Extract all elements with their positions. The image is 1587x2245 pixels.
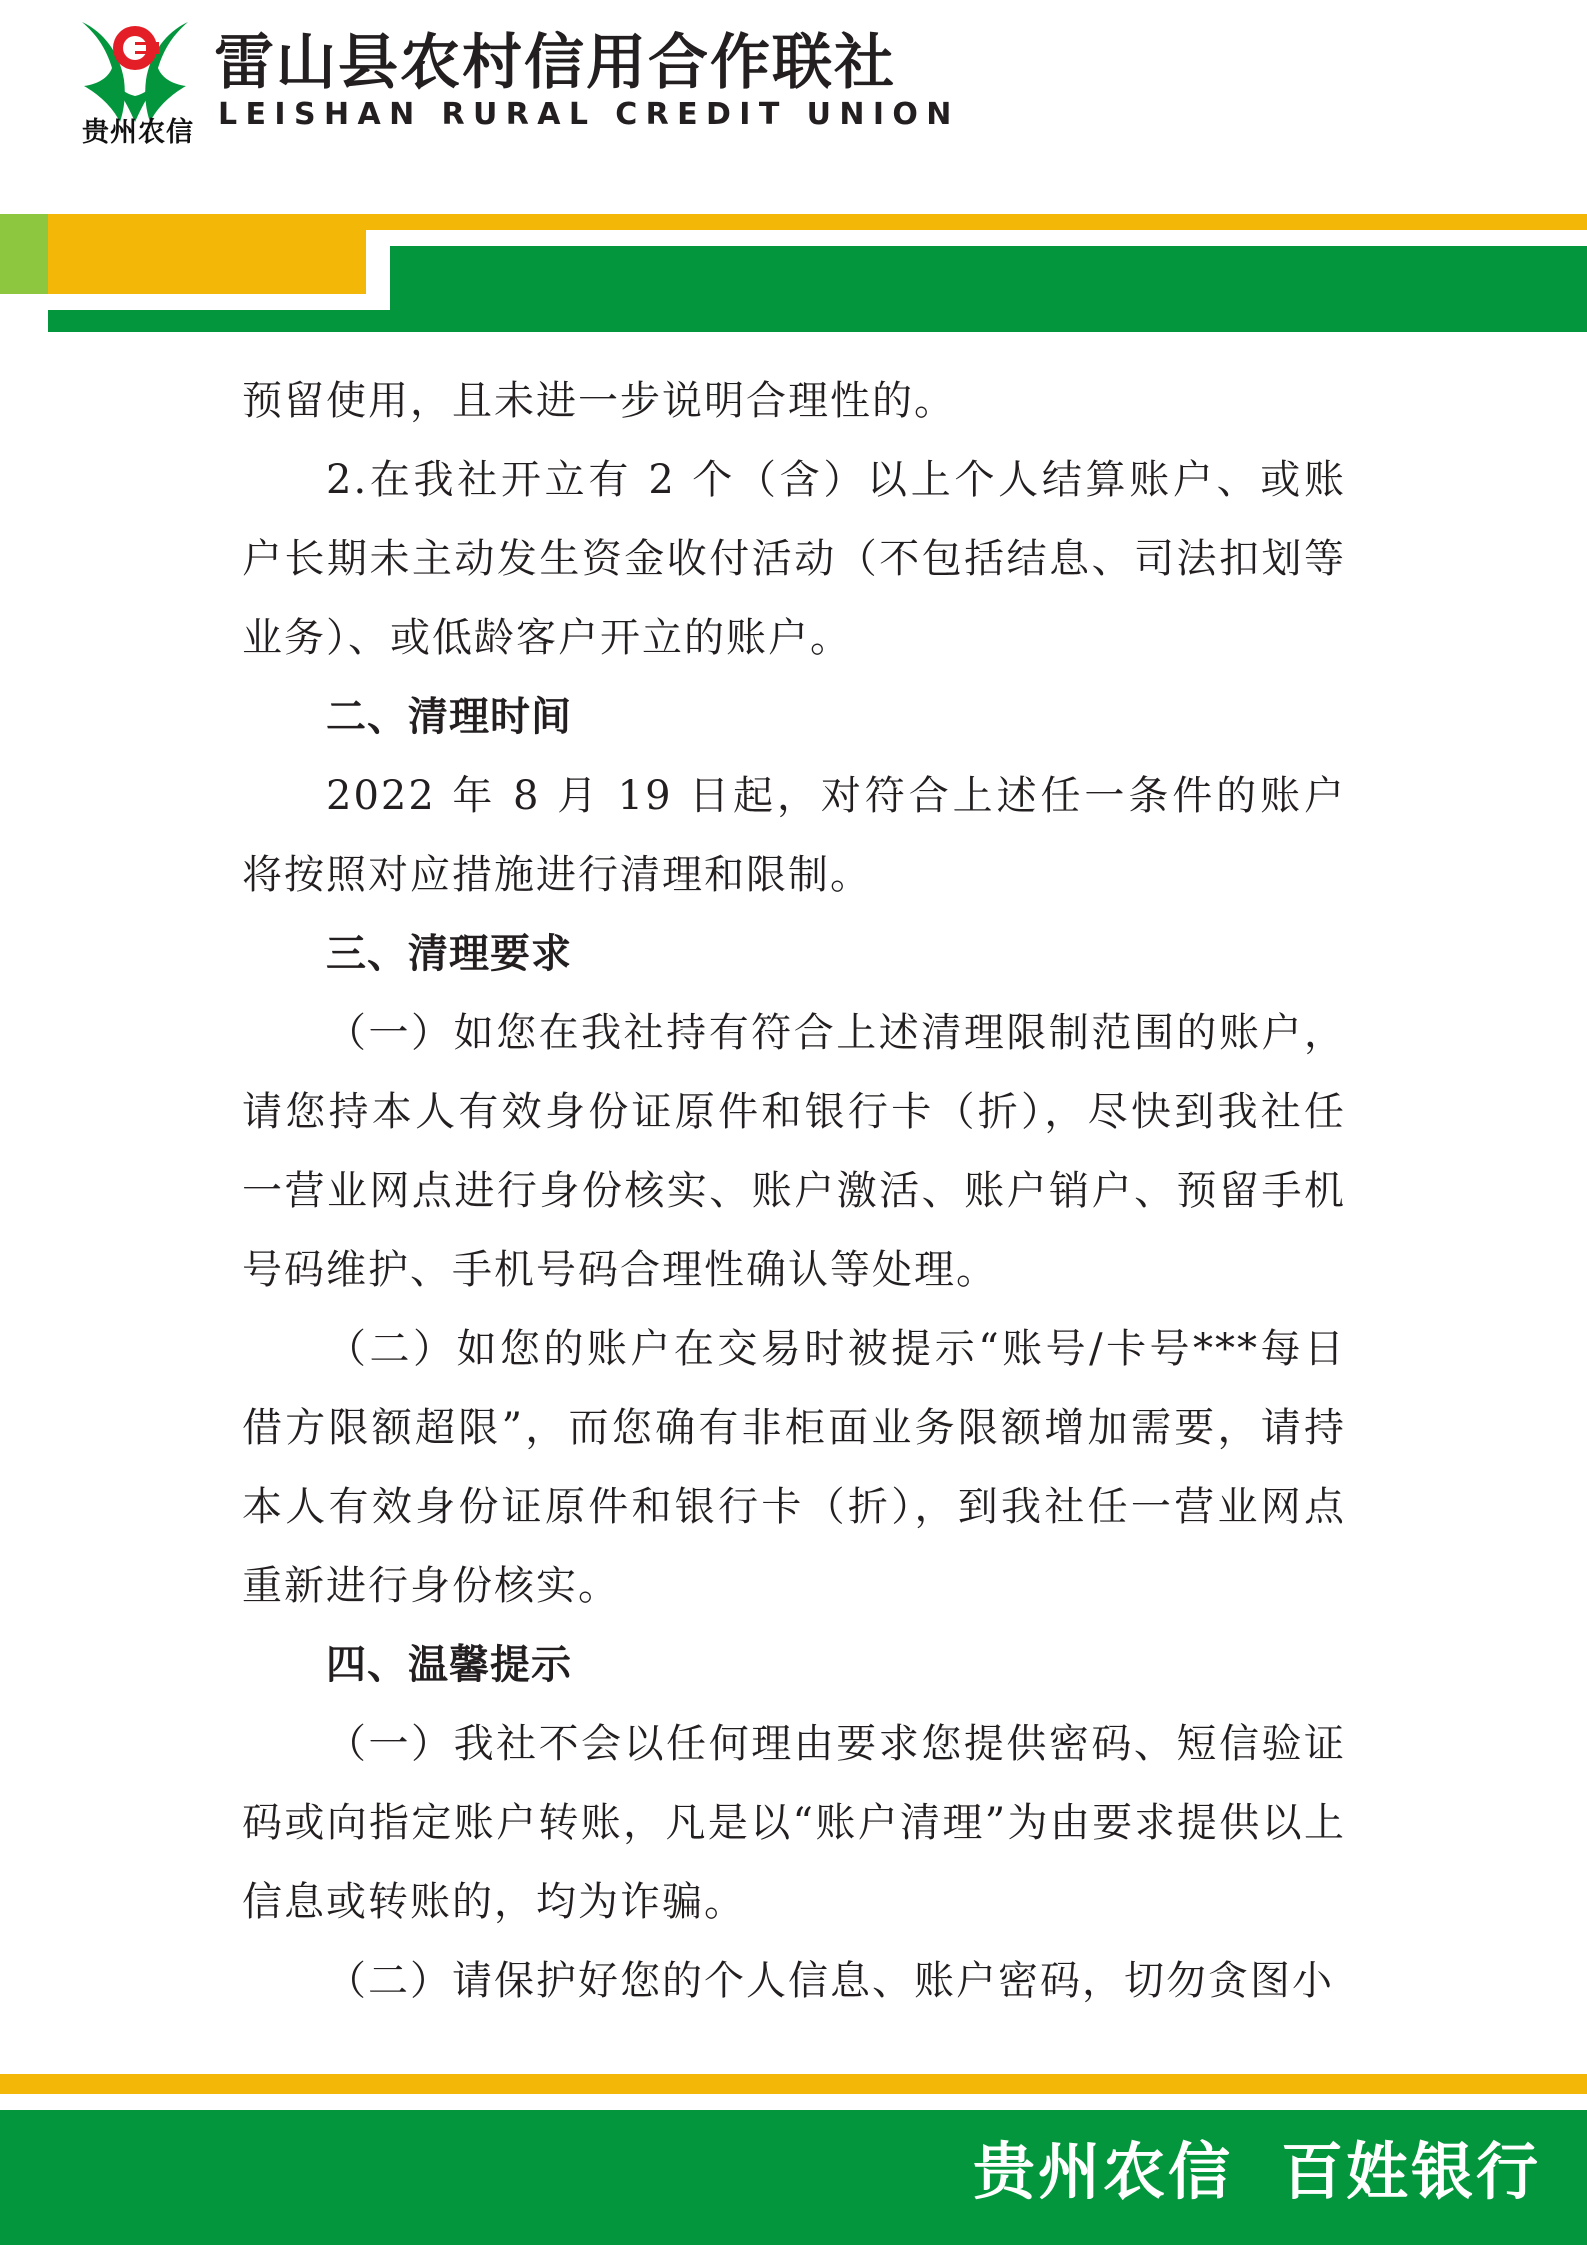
section-heading-reminders: 四、温馨提示 bbox=[326, 1642, 572, 1688]
paragraph-requirement-1: （一）如您在我社持有符合上述清理限制范围的账户，请您持本人有效身份证原件和银行卡（折），尽快到我社任一营业网点进行身份核实、账户激活、账户销户、预留手机号码维护、手机号码合理性确认等处理。 bbox=[242, 1010, 1346, 1293]
header-green-stripe bbox=[48, 310, 1587, 332]
org-name-chinese: 雷山县农村信用合作联社 bbox=[214, 28, 896, 98]
slogan-brand: 贵州农信 bbox=[972, 2135, 1233, 2208]
notice-body bbox=[242, 362, 1346, 2021]
paragraph-reminder-1: （一）我社不会以任何理由要求您提供密码、短信验证码或向指定账户转账，凡是以“账户清理”为由要求提供以上信息或转账的，均为诈骗。 bbox=[242, 1721, 1346, 1925]
paragraph-reminder-2: （二）请保护好您的个人信息、账户密码，切勿贪图小 bbox=[326, 1958, 1334, 2004]
header-yellow-block bbox=[48, 230, 366, 294]
footer-slogan bbox=[973, 2132, 1541, 2212]
section-heading-cleanup-requirements: 三、清理要求 bbox=[326, 931, 572, 977]
paragraph-cleanup-date: 2022 年 8 月 19 日起，对符合上述任一条件的账户将按照对应措施进行清理和限制。 bbox=[242, 773, 1346, 898]
logo-caption: 贵州农信 bbox=[82, 117, 194, 148]
header-yellow-stripe bbox=[48, 214, 1587, 230]
slogan-motto: 百姓银行 bbox=[1280, 2135, 1541, 2208]
footer-yellow-stripe bbox=[0, 2074, 1587, 2094]
paragraph-condition-2: 2.在我社开立有 2 个（含）以上个人结算账户、或账户长期未主动发生资金收付活动（不包括结息、司法扣划等业务）、或低龄客户开立的账户。 bbox=[242, 457, 1346, 661]
org-name-english: LEISHAN RURAL CREDIT UNION bbox=[218, 97, 960, 132]
paragraph-requirement-2: （二）如您的账户在交易时被提示“账号/卡号***每日借方限额超限”，而您确有非柜面业务限额增加需要，请持本人有效身份证原件和银行卡（折），到我社任一营业网点重新进行身份核实。 bbox=[242, 1326, 1346, 1609]
header-lime-accent bbox=[0, 214, 48, 294]
section-heading-cleanup-time: 二、清理时间 bbox=[326, 694, 572, 740]
paragraph-continued: 预留使用，且未进一步说明合理性的。 bbox=[242, 378, 956, 424]
letterhead bbox=[0, 0, 1587, 215]
